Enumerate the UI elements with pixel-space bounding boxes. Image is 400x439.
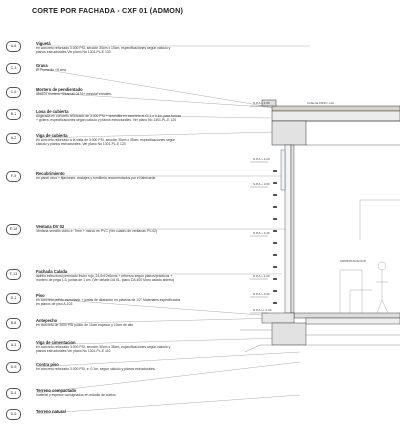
note-description: en concreto reforzado 3.000 PSI, e: 0.1m, según cálculo y planos estructurales. [36,367,156,371]
note-title: Antepecho [36,318,58,323]
floor-assembly [262,313,400,345]
note-tag: F-5 [6,171,21,182]
note-title: Piso [36,293,45,298]
level-label: N.P.A + 4.80 [253,101,270,105]
note-tag: B-1 [6,109,21,120]
note-description: material y espesor consignados en estudio de suelos [36,393,116,397]
window-frame [281,150,285,190]
note-description: en panel ceco + fijaciones, anclajes y tornilleria recomendados por el fabricante [36,176,156,180]
note-tag: A-2 [6,133,21,144]
note-description: en concreto reforzado 3.000 PSI, sección 30cm x 10cm, especificaciones según cálculo y planos estructurales.Ver plano No 1301-PL-E 130 [36,46,171,55]
note-title: Grava [36,63,48,68]
level-label: N.P.A + 4.20 [253,157,270,161]
roof-beam [272,121,306,145]
note-tag: D-1 [6,293,21,304]
note-description: Aligerada en concreto reforzado de 3.000 PSI + bovédilla en concreto el.Ci 1 x 0.1m para formar + gotera. especificaciones según cálculo y planos estructurales. Ver plano No 1301-PL-E 120 [36,114,181,123]
note-title: Viguetá [36,41,51,46]
level-label: N.P.A + 0.60 [253,292,270,296]
note-tag: A-3 [6,340,21,351]
note-description: dba101 mortero+Sikamall 0474+ mezcla+ermales. [36,92,112,96]
note-title: Terreno natural [36,409,66,414]
note-title: Losa de cubierta [36,109,69,114]
note-description: en concreto pulido esmaltado + juntas de dilatación en plástina de 1/2" Materiales especificados en planos de piso A-102. [36,298,181,307]
note-title: Ventana DV 02 [36,224,65,229]
note-title: Terreno compactado [36,388,77,393]
facade-wall [285,145,294,313]
note-title: Fachada Calada [36,269,68,274]
note-description: en concreto reforzado a la vista de 3.000 PSI, sección 30cm x 35cm, especificaciones según cálculo y planos estructurales. Ver plano No 1301-PL-E 120 [36,138,176,147]
note-description: Ø Promedio +5 cms. [36,68,67,72]
note-title: Contra piso [36,362,59,367]
sheet-title: CORTE POR FACHADA - CXF 01 (ADMON) [32,6,184,15]
level-label: N.P.A + 2.40 [253,231,270,235]
level-label: N.P.A + 3.60 [253,182,270,186]
note-tag: E-18 [6,224,21,235]
brick-pattern [273,170,277,304]
slab-label: Cubierta FRSO +4m [307,101,335,105]
interior-sketch [340,200,400,313]
note-tag: C-3 [6,63,21,74]
ground [240,330,400,352]
level-markers [250,106,268,313]
note-tag: A-6 [6,41,21,52]
note-description: ladrillo estructural prensado Ihuiro rojo, 24,5x12x6cms + refuerzo según planos/prácticos + mortero de pega 1:3, juntas de 1 cm. (Ver detalle DA 01- plano DA 400 Muro calado abierto) [36,274,175,283]
note-title: Recubrimiento [36,171,65,176]
note-title: Viga de cimentacion [36,340,76,345]
note-tag: F-13 [6,269,21,280]
note-tag: D-4 [6,388,21,399]
note-description: en concreto de 3000 PSI pulido de 10cm espesor y 10cm de alto [36,323,134,327]
note-tag: B-8 [6,318,21,329]
note-tag: C-5 [6,87,21,98]
note-title: Mortero de pendientado [36,87,83,92]
note-tag: D-6 [6,409,21,420]
room-label: ADMINISTRACION [340,259,367,263]
note-title: Viga de cubierta [36,133,68,138]
note-description: en concreto reforzado 3.000 PSI, sección 30cm x 35cm, especificaciones según cálculo y planos estructurales.Ver plano No 1301-PL-E 110. [36,345,171,354]
note-description: Ventana sencillo vidrio e: 7mm + marco en PVC (Ver cuadro de ventanas PV-02) [36,229,158,233]
level-label: N.P.A +/- 0.00 [253,308,272,312]
level-label: N.P.A + 1.20 [253,274,270,278]
note-tag: D-5 [6,362,21,373]
